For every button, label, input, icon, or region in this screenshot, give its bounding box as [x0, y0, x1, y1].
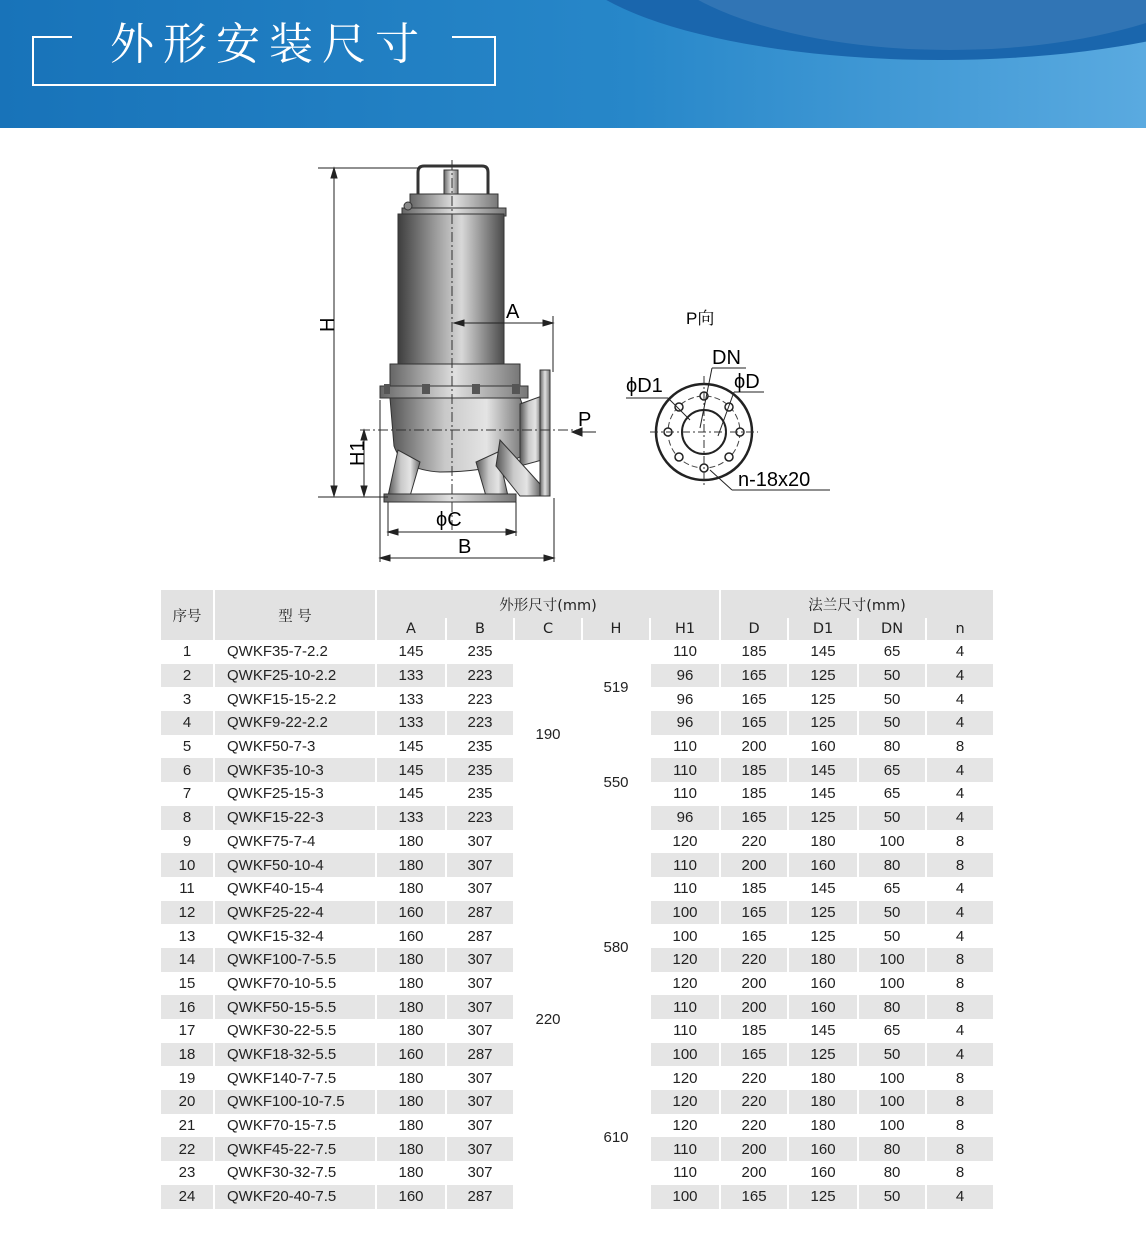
cell-d: 200	[721, 853, 787, 877]
cell-model: QWKF50-10-4	[215, 853, 375, 877]
cell-dn: 80	[883, 1164, 901, 1182]
cell-model: QWKF25-10-2.2	[215, 664, 375, 688]
cell-d: 165	[721, 901, 787, 925]
cell-b: 307	[467, 880, 493, 898]
cell-d: 200	[721, 1137, 787, 1161]
cell-n: 8	[955, 974, 965, 992]
cell-model: QWKF15-15-2.2	[227, 690, 337, 708]
cell-d: 165	[721, 806, 787, 830]
cell-h1: 110	[673, 738, 697, 756]
pump-dimension-drawing	[0, 140, 1146, 580]
cell-dn: 65	[859, 758, 925, 782]
cell-seq: 14	[161, 948, 213, 972]
header-DN: DN	[859, 618, 925, 640]
cell-seq: 5	[182, 738, 192, 756]
cell-dn: 100	[859, 948, 925, 972]
cell-model: QWKF140-7-7.5	[227, 1069, 337, 1087]
cell-dn: 100	[879, 832, 905, 850]
cell-dn: 65	[883, 643, 901, 661]
cell-seq: 21	[178, 1117, 196, 1135]
flange-label-D1: ϕD1	[626, 375, 663, 397]
cell-a: 145	[398, 643, 424, 661]
cell-dn: 80	[859, 1137, 925, 1161]
dimension-table-body	[161, 640, 993, 1209]
cell-c-group: 220	[515, 830, 581, 1209]
cell-dn: 50	[883, 690, 901, 708]
cell-h-group: 580	[583, 830, 649, 1067]
cell-seq: 18	[161, 1043, 213, 1067]
cell-n: 4	[955, 690, 965, 708]
cell-seq: 11	[179, 880, 195, 898]
cell-h1: 110	[651, 853, 719, 877]
cell-b: 287	[447, 1043, 513, 1067]
cell-model: QWKF30-22-5.5	[227, 1022, 337, 1040]
cell-b: 307	[467, 1069, 493, 1087]
cell-model: QWKF30-32-7.5	[227, 1164, 337, 1182]
cell-a: 180	[377, 853, 445, 877]
cell-model: QWKF45-22-7.5	[215, 1137, 375, 1161]
cell-seq: 24	[161, 1185, 213, 1209]
cell-d: 220	[741, 1117, 767, 1135]
cell-d1: 125	[789, 711, 857, 735]
cell-h1: 110	[673, 880, 697, 898]
cell-model: QWKF75-7-4	[227, 832, 316, 850]
header-A: A	[377, 618, 445, 640]
cell-seq: 20	[161, 1090, 213, 1114]
cell-a: 180	[398, 974, 424, 992]
cell-d1: 125	[789, 806, 857, 830]
cell-seq: 16	[161, 995, 213, 1019]
cell-dn: 100	[879, 1069, 905, 1087]
cell-a: 133	[398, 690, 424, 708]
cell-a: 160	[377, 1185, 445, 1209]
cell-dn: 50	[859, 1043, 925, 1067]
cell-d1: 145	[810, 785, 836, 803]
cell-n: 8	[927, 948, 993, 972]
cell-d: 165	[721, 1043, 787, 1067]
cell-seq: 10	[161, 853, 213, 877]
cell-seq: 9	[182, 832, 192, 850]
header-outer-dimensions: 外形尺寸(mm)	[377, 590, 719, 618]
cell-model: QWKF15-32-4	[227, 927, 324, 945]
cell-b: 307	[447, 948, 513, 972]
cell-n: 8	[955, 1164, 965, 1182]
dim-label-A: A	[506, 301, 520, 323]
cell-d: 220	[721, 1090, 787, 1114]
cell-model: QWKF50-7-3	[227, 738, 316, 756]
header-model: 型 号	[215, 590, 375, 640]
cell-h1: 120	[672, 832, 698, 850]
cell-h-group: 610	[583, 1066, 649, 1208]
cell-n: 8	[927, 1090, 993, 1114]
dim-label-H1: H1	[347, 440, 369, 466]
cell-d: 165	[741, 927, 767, 945]
flange-label-D: ϕD	[734, 371, 760, 393]
cell-h1: 100	[672, 927, 698, 945]
cell-d: 165	[721, 664, 787, 688]
cell-model: QWKF35-10-3	[215, 758, 375, 782]
cell-d1: 160	[789, 995, 857, 1019]
cell-d: 200	[741, 738, 767, 756]
page-title: 外形安装尺寸	[110, 19, 428, 70]
cell-b: 307	[447, 1090, 513, 1114]
cell-h1: 110	[673, 1022, 697, 1040]
cell-b: 223	[447, 664, 513, 688]
cell-d1: 125	[789, 1043, 857, 1067]
cell-d1: 125	[789, 664, 857, 688]
cell-dn: 80	[883, 738, 901, 756]
cell-seq: 13	[178, 927, 196, 945]
cell-n: 4	[955, 927, 965, 945]
cell-dn: 50	[859, 901, 925, 925]
cell-n: 4	[955, 643, 965, 661]
cell-h1: 100	[651, 1043, 719, 1067]
cell-seq: 12	[161, 901, 213, 925]
cell-a: 133	[377, 806, 445, 830]
cell-b: 307	[467, 1022, 493, 1040]
header-banner	[0, 0, 1146, 128]
cell-b: 235	[467, 738, 493, 756]
cell-b: 223	[467, 690, 493, 708]
cell-h-group: 550	[583, 735, 649, 830]
cell-b: 287	[447, 901, 513, 925]
cell-d1: 160	[789, 1137, 857, 1161]
cell-h1: 120	[672, 1069, 698, 1087]
cell-d: 185	[741, 785, 767, 803]
cell-h1: 100	[651, 901, 719, 925]
cell-a: 180	[377, 1090, 445, 1114]
cell-n: 8	[927, 853, 993, 877]
cell-model: QWKF20-40-7.5	[215, 1185, 375, 1209]
cell-d1: 125	[789, 901, 857, 925]
cell-a: 180	[398, 1164, 424, 1182]
cell-n: 8	[955, 1117, 965, 1135]
dim-label-C: ϕC	[436, 509, 462, 531]
cell-n: 4	[927, 901, 993, 925]
cell-d1: 160	[810, 1164, 836, 1182]
cell-n: 8	[955, 832, 965, 850]
cell-b: 223	[447, 806, 513, 830]
cell-h1: 96	[651, 806, 719, 830]
dim-label-B: B	[458, 536, 472, 558]
flange-label-DN: DN	[712, 347, 741, 369]
dim-label-P: P	[578, 409, 592, 431]
cell-h1: 100	[651, 1185, 719, 1209]
cell-a: 145	[377, 758, 445, 782]
header-flange-dimensions: 法兰尺寸(mm)	[721, 590, 993, 618]
cell-c-group: 190	[515, 640, 581, 830]
cell-d1: 160	[810, 738, 836, 756]
cell-b: 307	[467, 1164, 493, 1182]
cell-model: QWKF70-15-7.5	[227, 1117, 337, 1135]
cell-b: 307	[467, 1117, 493, 1135]
cell-seq: 7	[182, 785, 192, 803]
flange-label-holes: n-18x20	[738, 469, 811, 491]
header-D: D	[721, 618, 787, 640]
cell-h1: 110	[673, 785, 697, 803]
cell-d1: 160	[810, 974, 836, 992]
cell-dn: 80	[859, 853, 925, 877]
cell-a: 133	[377, 711, 445, 735]
header-H1: H1	[651, 618, 719, 640]
cell-h1: 96	[676, 690, 694, 708]
cell-d1: 125	[789, 1185, 857, 1209]
cell-seq: 4	[161, 711, 213, 735]
cell-d1: 145	[810, 880, 836, 898]
cell-d: 200	[721, 995, 787, 1019]
cell-model: QWKF40-15-4	[227, 880, 324, 898]
cell-h1: 96	[651, 711, 719, 735]
cell-b: 287	[467, 927, 493, 945]
cell-n: 8	[955, 738, 965, 756]
cell-b: 235	[467, 643, 493, 661]
cell-d: 185	[741, 1022, 767, 1040]
cell-d1: 180	[810, 1069, 836, 1087]
cell-d: 185	[721, 758, 787, 782]
cell-seq: 15	[178, 974, 196, 992]
cell-a: 180	[398, 1022, 424, 1040]
cell-dn: 100	[879, 1117, 905, 1135]
cell-model: QWKF100-7-5.5	[215, 948, 375, 972]
cell-model: QWKF25-22-4	[215, 901, 375, 925]
cell-b: 307	[447, 995, 513, 1019]
cell-seq: 6	[161, 758, 213, 782]
cell-a: 180	[377, 995, 445, 1019]
cell-d: 220	[741, 1069, 767, 1087]
cell-a: 160	[377, 901, 445, 925]
cell-a: 180	[377, 1137, 445, 1161]
cell-h1: 120	[651, 1090, 719, 1114]
cell-n: 4	[955, 785, 965, 803]
cell-h1: 120	[672, 974, 698, 992]
cell-b: 307	[467, 832, 493, 850]
cell-n: 4	[927, 758, 993, 782]
cell-d1: 145	[789, 758, 857, 782]
cell-model: QWKF25-15-3	[227, 785, 324, 803]
cell-h1: 110	[651, 995, 719, 1019]
cell-d1: 180	[789, 1090, 857, 1114]
cell-d: 220	[741, 832, 767, 850]
cell-dn: 80	[859, 995, 925, 1019]
cell-b: 235	[447, 758, 513, 782]
cell-h-group: 519	[583, 640, 649, 735]
cell-h1: 110	[673, 1164, 697, 1182]
cell-n: 8	[927, 995, 993, 1019]
cell-d: 220	[721, 948, 787, 972]
cell-d: 185	[741, 643, 767, 661]
cell-a: 160	[398, 927, 424, 945]
cell-a: 180	[398, 880, 424, 898]
cell-h1: 110	[673, 643, 697, 661]
cell-seq: 1	[182, 643, 192, 661]
pump-body	[360, 160, 580, 530]
cell-h1: 120	[672, 1117, 698, 1135]
cell-b: 307	[447, 1137, 513, 1161]
cell-n: 4	[927, 806, 993, 830]
cell-d: 165	[741, 690, 767, 708]
cell-d: 200	[741, 974, 767, 992]
cell-dn: 100	[879, 974, 905, 992]
cell-model: QWKF18-32-5.5	[215, 1043, 375, 1067]
cell-model: QWKF50-15-5.5	[215, 995, 375, 1019]
header-H: H	[583, 618, 649, 640]
dimension-table	[159, 590, 995, 1209]
cell-seq: 8	[161, 806, 213, 830]
cell-model: QWKF35-7-2.2	[227, 643, 328, 661]
cell-model: QWKF9-22-2.2	[215, 711, 375, 735]
header-C: C	[515, 618, 581, 640]
cell-n: 4	[955, 880, 965, 898]
cell-n: 4	[927, 1043, 993, 1067]
cell-h1: 96	[651, 664, 719, 688]
cell-h1: 110	[651, 758, 719, 782]
cell-b: 307	[467, 974, 493, 992]
cell-seq: 3	[182, 690, 192, 708]
cell-n: 4	[927, 711, 993, 735]
cell-a: 180	[398, 832, 424, 850]
header-n: n	[927, 618, 993, 640]
cell-n: 4	[927, 664, 993, 688]
cell-dn: 50	[883, 927, 901, 945]
cell-n: 8	[955, 1069, 965, 1087]
cell-dn: 50	[859, 664, 925, 688]
cell-d: 165	[721, 711, 787, 735]
cell-d: 200	[741, 1164, 767, 1182]
cell-a: 180	[398, 1117, 424, 1135]
cell-d1: 160	[789, 853, 857, 877]
table-row	[161, 640, 993, 664]
cell-a: 145	[398, 785, 424, 803]
cell-b: 223	[447, 711, 513, 735]
cell-a: 180	[398, 1069, 424, 1087]
cell-h1: 120	[651, 948, 719, 972]
cell-model: QWKF100-10-7.5	[215, 1090, 375, 1114]
cell-n: 4	[927, 1185, 993, 1209]
cell-dn: 50	[859, 1185, 925, 1209]
view-label-P: P向	[686, 309, 715, 328]
cell-seq: 17	[178, 1022, 196, 1040]
cell-seq: 19	[178, 1069, 196, 1087]
table-row	[161, 830, 993, 854]
cell-d1: 180	[810, 1117, 836, 1135]
cell-dn: 65	[883, 880, 901, 898]
cell-dn: 65	[883, 785, 901, 803]
cell-model: QWKF70-10-5.5	[227, 974, 337, 992]
cell-a: 160	[377, 1043, 445, 1067]
cell-dn: 50	[859, 711, 925, 735]
cell-dn: 50	[859, 806, 925, 830]
cell-dn: 65	[883, 1022, 901, 1040]
cell-seq: 23	[178, 1164, 196, 1182]
cell-seq: 22	[161, 1137, 213, 1161]
cell-d: 165	[721, 1185, 787, 1209]
cell-b: 235	[467, 785, 493, 803]
cell-b: 287	[447, 1185, 513, 1209]
header-D1: D1	[789, 618, 857, 640]
cell-h1: 110	[651, 1137, 719, 1161]
dim-label-H: H	[317, 317, 339, 332]
cell-b: 307	[447, 853, 513, 877]
cell-d1: 180	[789, 948, 857, 972]
cell-seq: 2	[161, 664, 213, 688]
cell-d1: 125	[810, 690, 836, 708]
cell-d1: 145	[810, 643, 836, 661]
cell-n: 4	[955, 1022, 965, 1040]
cell-n: 8	[927, 1137, 993, 1161]
cell-model: QWKF15-22-3	[215, 806, 375, 830]
cell-d: 185	[741, 880, 767, 898]
header-seq: 序号	[161, 590, 213, 640]
cell-dn: 100	[859, 1090, 925, 1114]
header-B: B	[447, 618, 513, 640]
cell-a: 133	[377, 664, 445, 688]
cell-a: 145	[398, 738, 424, 756]
cell-d1: 180	[810, 832, 836, 850]
cell-d1: 145	[810, 1022, 836, 1040]
cell-a: 180	[377, 948, 445, 972]
cell-d1: 125	[810, 927, 836, 945]
